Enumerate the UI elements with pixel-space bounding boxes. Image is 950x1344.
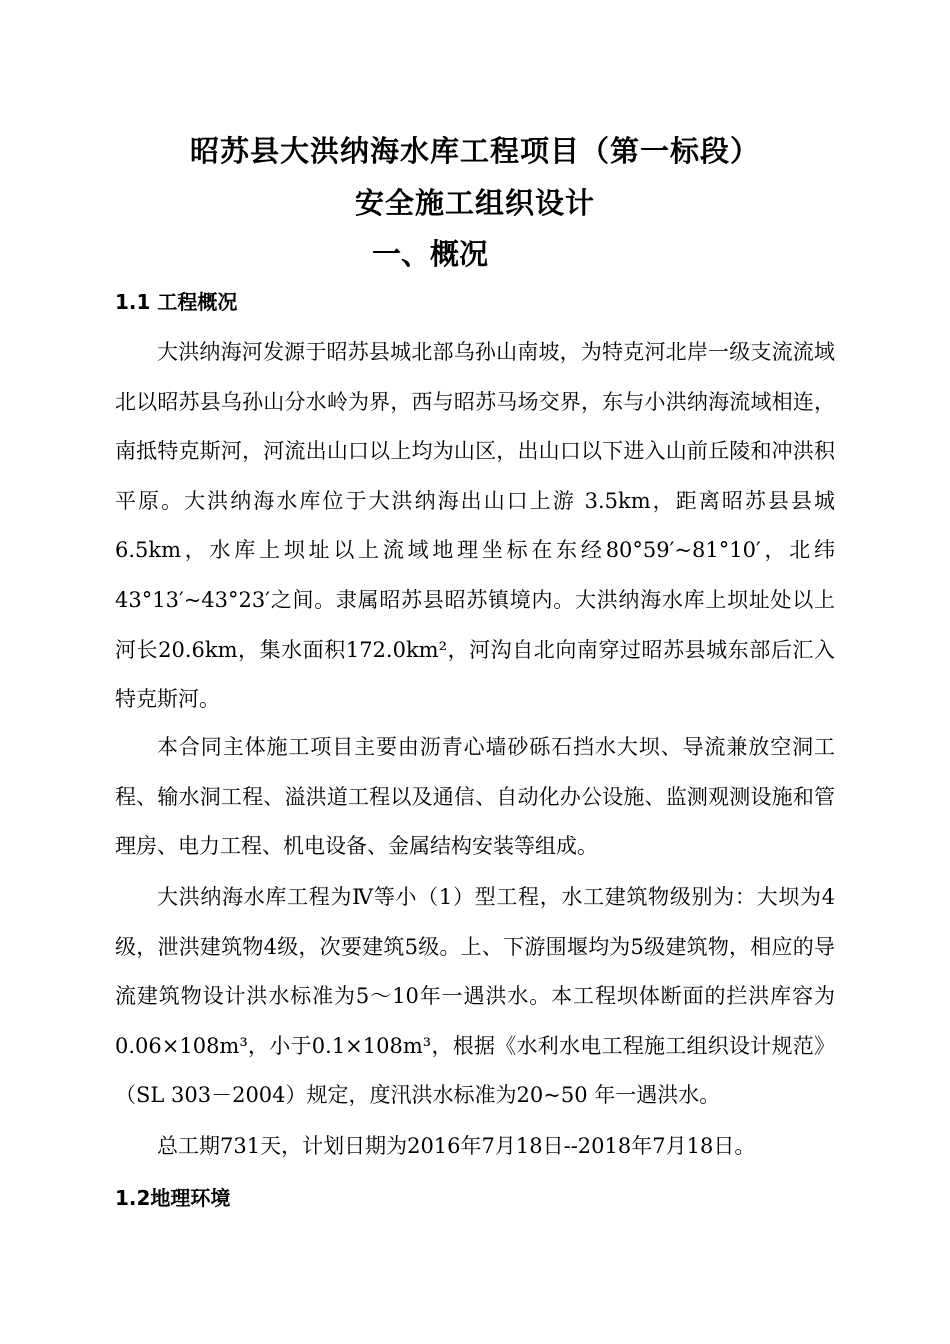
paragraph-schedule: 总工期731天，计划日期为2016年7月18日--2018年7月18日。 [157,1134,756,1158]
document-title: 昭苏县大洪纳海水库工程项目（第一标段） [189,134,760,168]
paragraph-engineering-grade: 大洪纳海水库工程为Ⅳ等小（1）型工程，水工建筑物级别为：大坝为4 级，泄洪建筑物4级，次要建筑5级。上、下游围堰均为5级建筑物，相应的导流建筑物设计洪水标准为5～10年一遇洪水。本工程坝体断面的拦洪库容为0.06×108m³，小于0.1×108m³，根据《水利水电工程施工组织设计规范》（SL 303－2004）规定，度汛洪水标准为20~50 年一遇洪水。 [115,885,835,1108]
chapter-heading: 一、概况 [371,237,488,271]
section-heading-1-2: 1.2地理环境 [115,1186,231,1210]
paragraph-project-overview: 大洪纳海河发源于昭苏县城北部乌孙山南坡，为特克河北岸一级支流流域北以昭苏县乌孙山分水岭为界，西与昭苏马场交界，东与小洪纳海流域相连，南抵特克斯河，河流出山口以上均为山区，出山口以下进入山前丘陵和冲洪积平原。大洪纳海水库位于大洪纳海出山口上游 3.5km，距离昭苏县县城 6.5km，水库上坝址以上流域地理坐标在东经80°59′~81°10′，北纬43°13′~43°23′之间。隶属昭苏县昭苏镇境内。大洪纳海水库上坝址处以上河长20.6km，集水面积172.0km²，河沟自北向南穿过昭苏县城东部后汇入特克斯河。 [115,340,835,712]
document-subtitle: 安全施工组织设计 [354,186,595,220]
paragraph-contract-scope: 本合同主体施工项目主要由沥青心墙砂砾石挡水大坝、导流兼放空洞工程、输水洞工程、溢洪道工程以及通信、自动化办公设施、监测观测设施和管理房、电力工程、机电设备、金属结构安装等组成。 [115,735,835,859]
section-heading-1-1: 1.1 工程概况 [115,290,238,314]
